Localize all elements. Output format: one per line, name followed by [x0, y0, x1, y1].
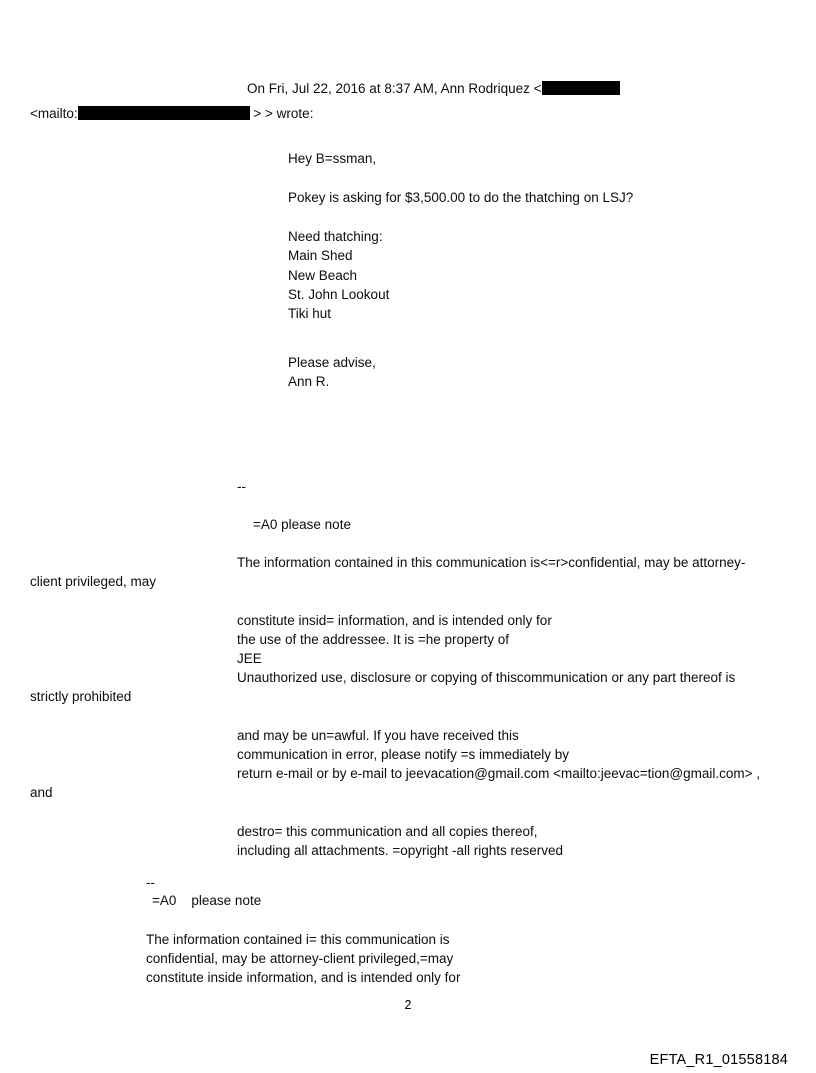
disclaimer-line: Unauthorized use, disclosure or copying of thiscommunication or any part thereof is	[237, 670, 736, 685]
email-quote-header-text: On Fri, Jul 22, 2016 at 8:37 AM, Ann Rodriquez <	[247, 81, 542, 96]
disclaimer-line: return e-mail or by e-mail to jeevacation@gmail.com <mailto:jeevac=tion@gmail.com> ,	[237, 766, 760, 781]
disclaimer-line: confidential, may be attorney-client privileged,=may	[146, 951, 454, 966]
list-item: Main Shed	[288, 248, 353, 263]
redaction-bar	[78, 106, 250, 120]
disclaimer-line: The information contained in this communication is<=r>confidential, may be attorney-	[237, 555, 746, 570]
disclaimer-line: communication in error, please notify =s immediately by	[237, 747, 570, 762]
bates-number: EFTA_R1_01558184	[649, 1052, 788, 1068]
disclaimer-note: =A0 please note	[253, 517, 351, 532]
disclaimer-line: The information contained i= this communication is	[146, 932, 450, 947]
disclaimer-note: =A0 please note	[152, 893, 262, 908]
disclaimer-line: and	[30, 785, 53, 800]
disclaimer-line: and may be un=awful. If you have received this	[237, 728, 519, 743]
signature-separator: --	[237, 479, 246, 494]
disclaimer-line: the use of the addressee. It is =he property of	[237, 632, 510, 647]
email-greeting: Hey B=ssman,	[288, 151, 377, 166]
redaction-bar	[542, 81, 620, 95]
email-quote-header-line-1	[247, 79, 620, 98]
disclaimer-line: strictly prohibited	[30, 689, 132, 704]
disclaimer-line: including all attachments. =opyright -all rights reserved	[237, 843, 564, 858]
email-request-line: Pokey is asking for $3,500.00 to do the thatching on LSJ?	[288, 190, 634, 205]
list-item: Tiki hut	[288, 306, 332, 321]
disclaimer-line: client privileged, may	[30, 574, 157, 589]
page-number: 2	[404, 998, 412, 1012]
list-item: St. John Lookout	[288, 287, 390, 302]
email-list-intro: Need thatching:	[288, 229, 383, 244]
disclaimer-line: constitute inside information, and is intended only for	[146, 970, 461, 985]
email-quote-header-line-2	[30, 104, 313, 123]
wrote-suffix: > > wrote:	[249, 106, 314, 121]
mailto-prefix: <mailto:	[30, 106, 78, 121]
email-signature: Ann R.	[288, 374, 330, 389]
disclaimer-line: constitute insid= information, and is intended only for	[237, 613, 552, 628]
email-closing: Please advise,	[288, 355, 376, 370]
disclaimer-line: destro= this communication and all copies thereof,	[237, 824, 538, 839]
signature-separator: --	[146, 875, 155, 890]
list-item: New Beach	[288, 268, 358, 283]
disclaimer-line: JEE	[237, 651, 262, 666]
